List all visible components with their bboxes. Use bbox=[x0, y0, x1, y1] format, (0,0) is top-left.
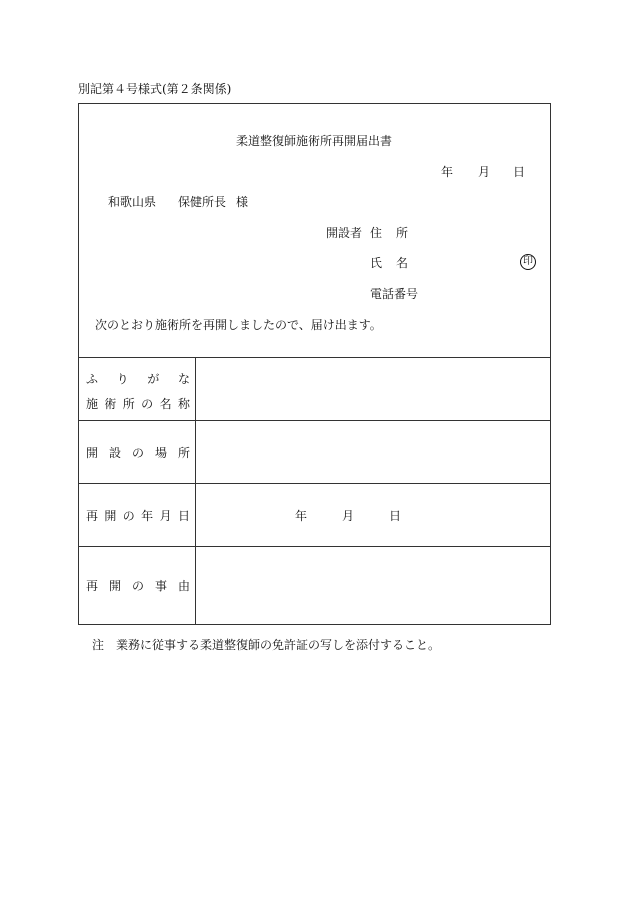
divider-header bbox=[79, 357, 550, 358]
divider-row-2 bbox=[79, 483, 550, 484]
reopen-date-month: 月 bbox=[342, 509, 355, 523]
addressee-honorific: 様 bbox=[236, 195, 249, 209]
row-label-location: 開 設 の 場 所 bbox=[86, 446, 190, 460]
document-title: 柔道整復師施術所再開届出書 bbox=[236, 134, 393, 148]
divider-row-1 bbox=[79, 420, 550, 421]
row-label-facility-name: 施 術 所 の 名 称 bbox=[86, 397, 190, 411]
footnote: 注 業務に従事する柔道整復師の免許証の写しを添付すること。 bbox=[92, 638, 441, 652]
row-label-reopen-date: 再 開 の 年 月 日 bbox=[86, 509, 190, 523]
form-frame bbox=[78, 103, 551, 625]
seal-mark: 印 bbox=[520, 254, 536, 270]
applicant-phone-label: 電話番号 bbox=[370, 287, 419, 301]
addressee-prefecture: 和歌山県 bbox=[108, 195, 157, 209]
row-label-reason: 再 開 の 事 由 bbox=[86, 579, 190, 593]
column-divider bbox=[195, 357, 196, 625]
form-number-label: 別記第４号様式(第２条関係) bbox=[78, 82, 232, 96]
row-label-furigana: ふ り が な bbox=[86, 372, 190, 386]
reopen-date-year: 年 bbox=[295, 509, 308, 523]
date-day: 日 bbox=[513, 165, 526, 179]
divider-row-3 bbox=[79, 546, 550, 547]
date-month: 月 bbox=[478, 165, 491, 179]
date-year: 年 bbox=[441, 165, 454, 179]
statement-text: 次のとおり施術所を再開しましたので、届け出ます。 bbox=[95, 318, 382, 332]
applicant-name-label: 氏 名 bbox=[370, 256, 408, 270]
applicant-address-label: 住 所 bbox=[370, 226, 408, 240]
applicant-label: 開設者 bbox=[326, 226, 363, 240]
reopen-date-day: 日 bbox=[389, 509, 402, 523]
addressee-office: 保健所長 bbox=[178, 195, 227, 209]
